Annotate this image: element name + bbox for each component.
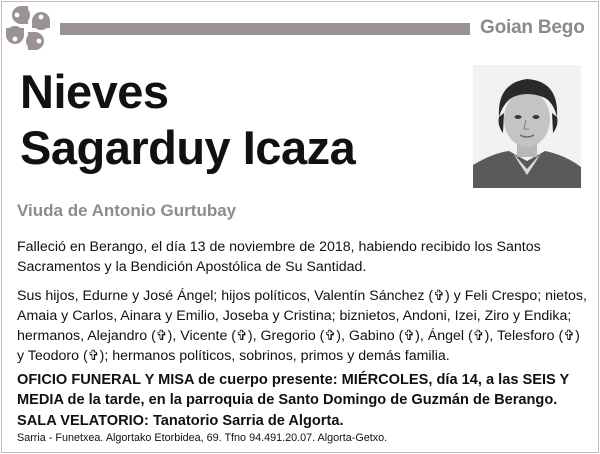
family-paragraph: Sus hijos, Edurne y José Ángel; hijos políticos, Valentín Sánchez (✞) y Feli Crespo; nietos, Amaia y Carlos, Ainara y Emilio, Joseba y Cristina; biznietos, Andoni, Izei, Ziro y Endika; hermanos, Alejandro (✞), Vicente (✞), Gregorio (✞), Gabino (✞), Ángel (✞), Telesforo (✞) y Teodoro (✞); hermanos políticos, sobrinos, primos y demás familia. [17,288,587,364]
header-divider-bar [60,23,470,35]
lauburu-icon [5,5,51,51]
funeral-home-footer: Sarria - Funetxea. Algortako Etorbidea, 69. Tfno 94.491.20.07. Algorta-Getxo. [17,432,388,444]
deceased-name [20,64,355,176]
funeral-info: OFICIO FUNERAL Y MISA de cuerpo presente: MIÉRCOLES, día 14, a las SEIS Y MEDIA de la tarde, en la parroquia de Santo Domingo de Guzmán de Berango. [17,372,570,408]
name-line-1: Nieves [20,65,169,118]
portrait-photo [473,65,581,188]
wake-info: SALA VELATORIO: Tanatorio Sarria de Algorta. [17,413,344,429]
deceased-subtitle: Viuda de Antonio Gurtubay [17,201,237,220]
name-line-2: Sagarduy Icaza [20,121,356,174]
section-title: Goian Bego [480,17,585,38]
death-notice-paragraph: Falleció en Berango, el día 13 de noviembre de 2018, habiendo recibido los Santos Sacramentos y la Bendición Apostólica de Su Santidad. [17,239,541,275]
